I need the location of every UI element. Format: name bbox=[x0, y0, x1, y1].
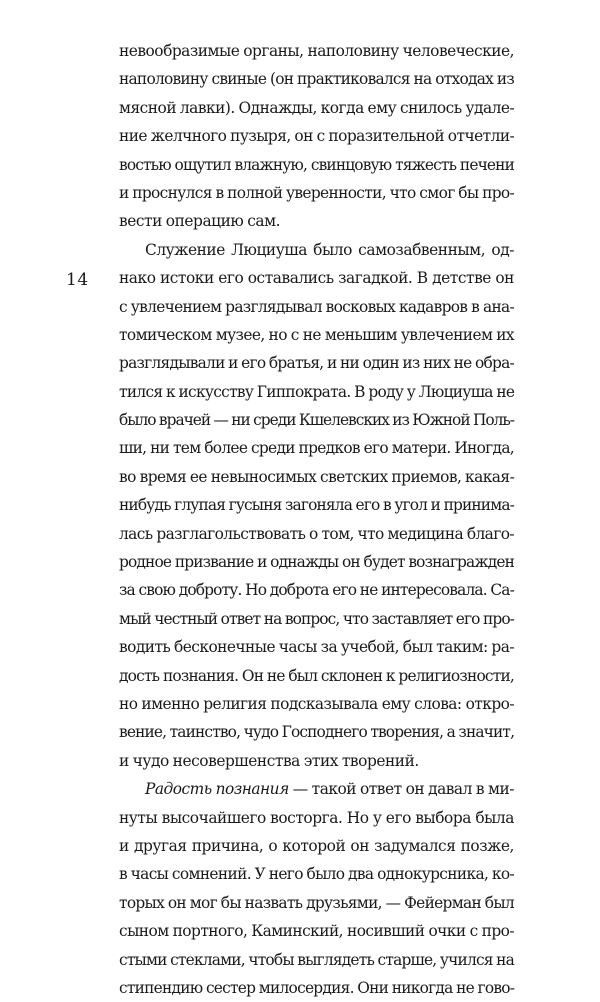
text-line: в часы сомнений. У него было два однокурсника, ко- bbox=[119, 865, 515, 884]
text-line: мясной лавки). Однажды, когда ему снилось удале- bbox=[119, 98, 515, 117]
text-line: невообразимые органы, наполовину человеческие, bbox=[119, 42, 514, 60]
text-line: во время ее невыносимых светских приемов, какая- bbox=[119, 467, 515, 486]
text-line: и проснулся в полной уверенности, что смог бы про- bbox=[119, 183, 515, 202]
text-line: было врачей — ни среди Кшелевских из Южной Поль- bbox=[119, 411, 514, 430]
text-line: сыном портного, Каминский, носивший очки с про- bbox=[119, 922, 514, 941]
text-line: лась разглагольствовать о том, что медицина благо- bbox=[119, 524, 514, 543]
paragraph bbox=[119, 236, 514, 775]
text-line: родное призвание и однажды он будет вознагражден bbox=[119, 553, 514, 572]
text-line: за свою доброту. Но доброта его не интересовала. Са- bbox=[119, 581, 514, 600]
text-line: торых он мог бы назвать друзьями, — Фейерман был bbox=[119, 893, 514, 912]
text-line: и чудо несовершенства этих творений. bbox=[119, 751, 419, 770]
text-line: стипендию сестер милосердия. Они никогда не гово- bbox=[119, 978, 515, 997]
text-line: с увлечением разглядывал восковых кадавров в ана- bbox=[119, 297, 514, 316]
italic-phrase: Радость познания bbox=[145, 780, 289, 799]
text-line: наполовину свиные (он практиковался на отходах из bbox=[119, 70, 514, 89]
text-line: томическом музее, но с не меньшим увлечением их bbox=[119, 325, 514, 344]
text-line: водить бесконечные часы за учебой, был таким: ра- bbox=[119, 638, 514, 657]
text-line bbox=[119, 775, 514, 803]
text-line: нако истоки его оставались загадкой. В детстве он bbox=[119, 269, 514, 288]
body-text bbox=[119, 37, 514, 1002]
text-line: вение, таинство, чудо Господнего творения, а значит, bbox=[119, 723, 515, 742]
text-line-rest: — такой ответ он давал в ми- bbox=[288, 780, 514, 799]
text-line: ши, ни тем более среди предков его матери. Иногда, bbox=[119, 439, 514, 458]
text-line: востью ощутил влажную, свинцовую тяжесть печени bbox=[119, 155, 514, 174]
text-line: тился к искусству Гиппократа. В роду у Люциуша не bbox=[119, 382, 515, 401]
paragraph bbox=[119, 775, 514, 1002]
text-line: разглядывали и его братья, и ни один из них не обра- bbox=[119, 354, 514, 373]
text-line: вести операцию сам. bbox=[119, 212, 281, 231]
text-line: нуты высочайшего восторга. Но у его выбора была bbox=[119, 808, 514, 827]
text-line: нибудь глупая гусыня загоняла его в угол и принима- bbox=[119, 496, 514, 515]
text-line: и другая причина, о которой он задумался позже, bbox=[119, 836, 514, 855]
paragraph bbox=[119, 37, 514, 236]
text-line: но именно религия подсказывала ему слова: откро- bbox=[119, 694, 514, 713]
text-line: дость познания. Он не был склонен к религиозности, bbox=[119, 666, 514, 685]
text-line: стыми стеклами, чтобы выглядеть старше, учился на bbox=[119, 950, 515, 969]
text-line: ние желчного пузыря, он с поразительной отчетли- bbox=[119, 127, 515, 146]
text-line: мый честный ответ на вопрос, что заставляет его про- bbox=[119, 609, 514, 628]
page-number: 14 bbox=[66, 270, 89, 290]
text-line: Служение Люциуша было самозабвенным, од- bbox=[145, 240, 514, 259]
